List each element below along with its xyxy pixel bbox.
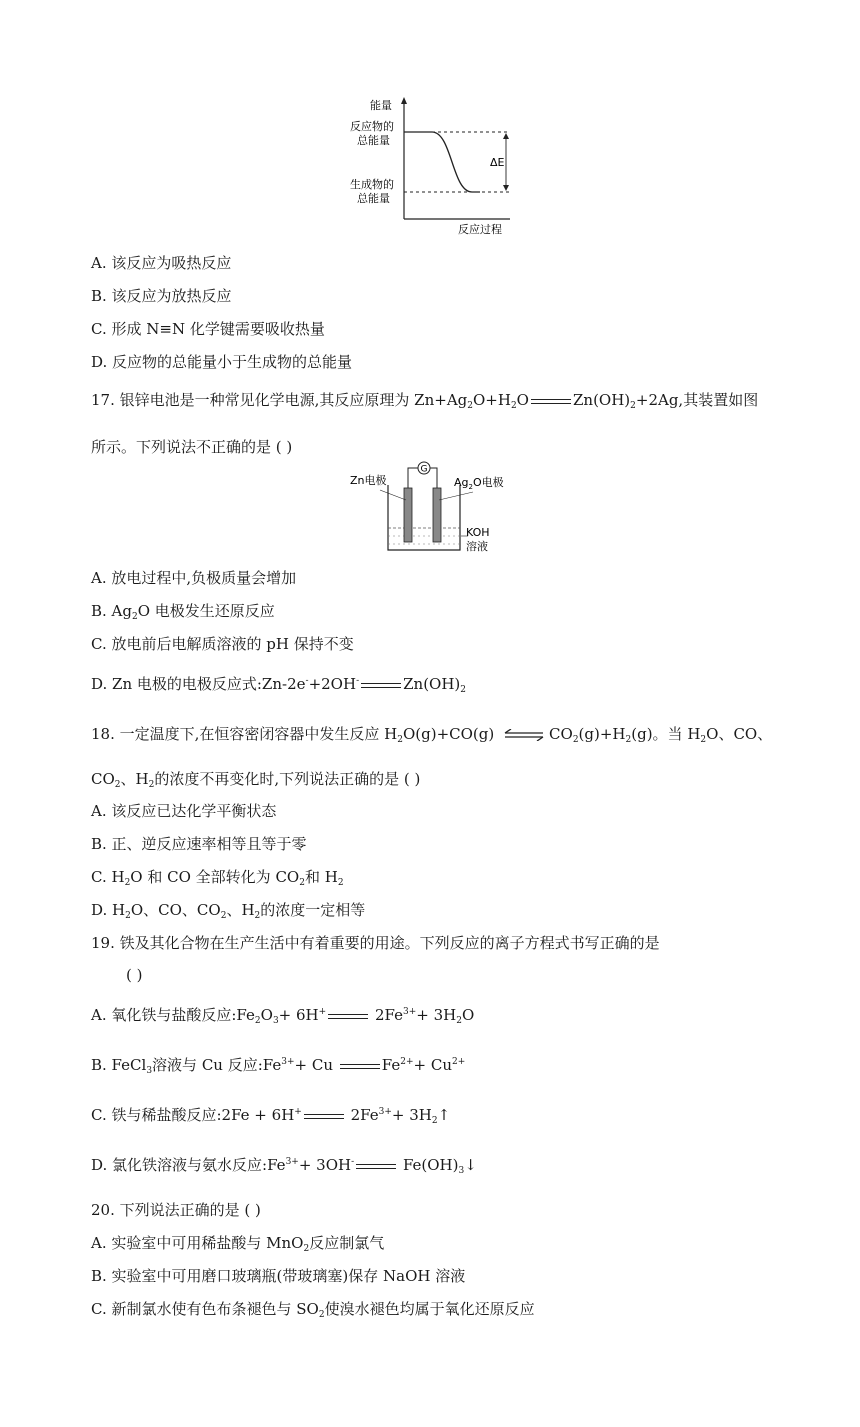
equilibrium-arrow-icon	[503, 729, 545, 741]
q16-option-b: B. 该反应为放热反应	[91, 287, 232, 305]
q16-option-c: C. 形成 N≡N 化学键需要吸收热量	[91, 320, 325, 338]
q18-option-d: D. $H_2O$、CO、$CO_2$、$H_2$的浓度一定相等	[91, 901, 366, 921]
q18-stem: 18. 一定温度下,在恒容密闭容器中发生反应 $H_2O(g)+CO(g)$ $CO_2(g)+H_2(g)$。当 $H_2O$、CO、	[91, 725, 773, 745]
q17-stem: 17. 银锌电池是一种常见化学电源,其反应原理为 $Zn+Ag_2O+H_2O$ $Zn(OH)_2+2Ag$,其装置如图	[91, 391, 759, 411]
q16-option-a: A. 该反应为吸热反应	[91, 254, 232, 272]
q19-answer-paren: ( )	[126, 966, 143, 984]
ag2o-electrode-label: $Ag_2O$电极	[454, 476, 504, 491]
product-label-1: 生成物的	[350, 178, 394, 191]
equals-sign	[340, 1064, 380, 1069]
q20-option-a: A. 实验室中可用稀盐酸与 MnO$_2$反应制氯气	[91, 1234, 385, 1254]
zn-electrode	[404, 488, 412, 542]
q17-option-a: A. 放电过程中,负极质量会增加	[91, 569, 297, 587]
q16-option-d: D. 反应物的总能量小于生成物的总能量	[91, 353, 353, 371]
q17-option-c: C. 放电前后电解质溶液的 pH 保持不变	[91, 635, 354, 653]
reactant-label-2: 总能量	[357, 134, 390, 147]
koh-label: KOH	[466, 526, 490, 539]
reactant-label-1: 反应物的	[350, 120, 394, 133]
q19-stem: 19. 铁及其化合物在生产生活中有着重要的用途。下列反应的离子方程式书写正确的是	[91, 934, 660, 952]
q20-stem: 20. 下列说法正确的是 ( )	[91, 1201, 261, 1219]
q18-option-a: A. 该反应已达化学平衡状态	[91, 802, 277, 820]
equals-sign	[361, 683, 401, 688]
q17-option-d: D. Zn 电极的电极反应式:Zn-2e-+2OH- $Zn(OH)_2$	[91, 675, 467, 695]
energy-curve	[404, 132, 480, 192]
q18-stem-2: $CO_2$、$H_2$的浓度不再变化时,下列说法正确的是 ( )	[91, 770, 421, 790]
q18-option-b: B. 正、逆反应速率相等且等于零	[91, 835, 307, 853]
solution-label: 溶液	[466, 540, 488, 553]
q18-option-c: C. $H_2O$ 和 CO 全部转化为 $CO_2$和 $H_2$	[91, 868, 344, 888]
equals-sign	[328, 1014, 368, 1019]
equals-sign	[304, 1114, 344, 1119]
q20-option-c: C. 新制氯水使有色布条褪色与 $SO_2$使溴水褪色均属于氧化还原反应	[91, 1300, 535, 1320]
q17-stem-2: 所示。下列说法不正确的是 ( )	[91, 438, 293, 456]
energy-axis-label: 能量	[370, 99, 392, 112]
svg-text:G: G	[420, 464, 428, 475]
equals-sign	[356, 1164, 396, 1169]
q19-option-c: C. 铁与稀盐酸反应:2Fe + 6H+ $2Fe^{3+}+$ $3H_2↑$	[91, 1106, 451, 1126]
q20-option-b: B. 实验室中可用磨口玻璃瓶(带玻璃塞)保存 NaOH 溶液	[91, 1267, 466, 1285]
product-label-2: 总能量	[357, 192, 390, 205]
q19-option-b: B. FeCl$_3$溶液与 Cu 反应$:Fe^{3+}+ Cu$ $Fe^{2+}+ Cu^{2+}$	[91, 1056, 466, 1076]
reaction-process-label: 反应过程	[458, 223, 502, 236]
delta-e-label: ΔE	[490, 156, 505, 169]
zn-electrode-label: Zn电极	[350, 474, 387, 487]
ag2o-electrode	[433, 488, 441, 542]
equals-sign	[531, 399, 571, 404]
q19-option-a: A. 氧化铁与盐酸反应$:Fe_2O_3+ 6H^+$ $2Fe^{3+}+ 3H_2O$	[91, 1006, 475, 1026]
energy-diagram	[340, 92, 540, 237]
cell-diagram	[346, 458, 526, 558]
q17-option-b: B. $Ag_2O$ 电极发生还原反应	[91, 602, 275, 622]
q19-option-d: D. 氯化铁溶液与氨水反应$:Fe^{3+}+ 3OH^-$ $Fe(OH)_3↓$	[91, 1156, 477, 1176]
